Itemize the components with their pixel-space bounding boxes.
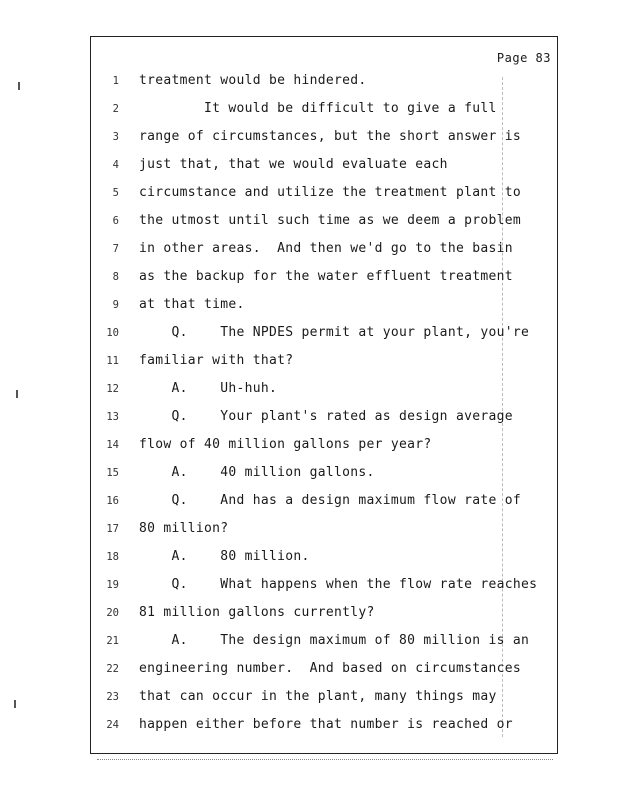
line-number: 21 (106, 635, 119, 647)
line-number: 8 (112, 271, 119, 283)
line-number: 15 (106, 467, 119, 479)
line-number: 12 (106, 383, 119, 395)
line-number: 16 (106, 495, 119, 507)
transcript-line (91, 689, 559, 711)
line-text: the utmost until such time as we deem a problem (139, 213, 521, 228)
line-number: 7 (112, 243, 119, 255)
line-number: 22 (106, 663, 119, 675)
line-number: 4 (112, 159, 119, 171)
line-number: 14 (106, 439, 119, 451)
line-number: 24 (106, 719, 119, 731)
line-text: 80 million? (139, 521, 229, 536)
margin-mark-top (18, 82, 20, 90)
transcript-line (91, 437, 559, 459)
line-text: engineering number. And based on circumstances (139, 661, 521, 676)
transcript-line (91, 73, 559, 95)
margin-mark-middle (16, 390, 18, 398)
line-text: Q. And has a design maximum flow rate of (139, 493, 521, 508)
line-number: 20 (106, 607, 119, 619)
line-text: at that time. (139, 297, 245, 312)
transcript-line (91, 493, 559, 515)
line-number: 9 (112, 299, 119, 311)
line-text: just that, that we would evaluate each (139, 157, 448, 172)
line-number: 19 (106, 579, 119, 591)
line-text: Q. What happens when the flow rate reaches (139, 577, 538, 592)
line-number: 11 (106, 355, 119, 367)
transcript-line (91, 213, 559, 235)
transcript-line (91, 101, 559, 123)
line-text: range of circumstances, but the short answer is (139, 129, 521, 144)
line-number: 5 (112, 187, 119, 199)
line-text: A. The design maximum of 80 million is an (139, 633, 530, 648)
transcript-line (91, 549, 559, 571)
transcript-line (91, 185, 559, 207)
line-text: in other areas. And then we'd go to the basin (139, 241, 513, 256)
transcript-line (91, 353, 559, 375)
line-number: 3 (112, 131, 119, 143)
line-text: circumstance and utilize the treatment plant to (139, 185, 521, 200)
line-number: 2 (112, 103, 119, 115)
line-text: Q. Your plant's rated as design average (139, 409, 513, 424)
transcript-line (91, 129, 559, 151)
transcript-line (91, 409, 559, 431)
line-text: 81 million gallons currently? (139, 605, 375, 620)
transcript-line (91, 577, 559, 599)
line-text: that can occur in the plant, many things may (139, 689, 497, 704)
line-number: 10 (106, 327, 119, 339)
line-text: happen either before that number is reached or (139, 717, 513, 732)
transcript-line (91, 661, 559, 683)
transcript-line (91, 605, 559, 627)
line-text: A. 40 million gallons. (139, 465, 375, 480)
transcript-line (91, 521, 559, 543)
line-number: 1 (112, 75, 119, 87)
page-number: Page 83 (496, 51, 551, 65)
transcript-line (91, 465, 559, 487)
transcript-line (91, 241, 559, 263)
line-number: 13 (106, 411, 119, 423)
transcript-line (91, 717, 559, 739)
transcript-line (91, 157, 559, 179)
transcript-page (90, 36, 558, 754)
line-text: It would be difficult to give a full (139, 101, 497, 116)
line-text: familiar with that? (139, 353, 294, 368)
line-text: A. 80 million. (139, 549, 310, 564)
transcript-line (91, 297, 559, 319)
transcript-line (91, 381, 559, 403)
line-text: as the backup for the water effluent treatment (139, 269, 513, 284)
line-text: treatment would be hindered. (139, 73, 367, 88)
line-text: flow of 40 million gallons per year? (139, 437, 432, 452)
line-text: A. Uh-huh. (139, 381, 278, 396)
line-number: 6 (112, 215, 119, 227)
transcript-line (91, 269, 559, 291)
line-number: 18 (106, 551, 119, 563)
line-number: 23 (106, 691, 119, 703)
transcript-line (91, 633, 559, 655)
margin-mark-bottom (14, 700, 16, 708)
line-number: 17 (106, 523, 119, 535)
line-text: Q. The NPDES permit at your plant, you're (139, 325, 530, 340)
transcript-line (91, 325, 559, 347)
